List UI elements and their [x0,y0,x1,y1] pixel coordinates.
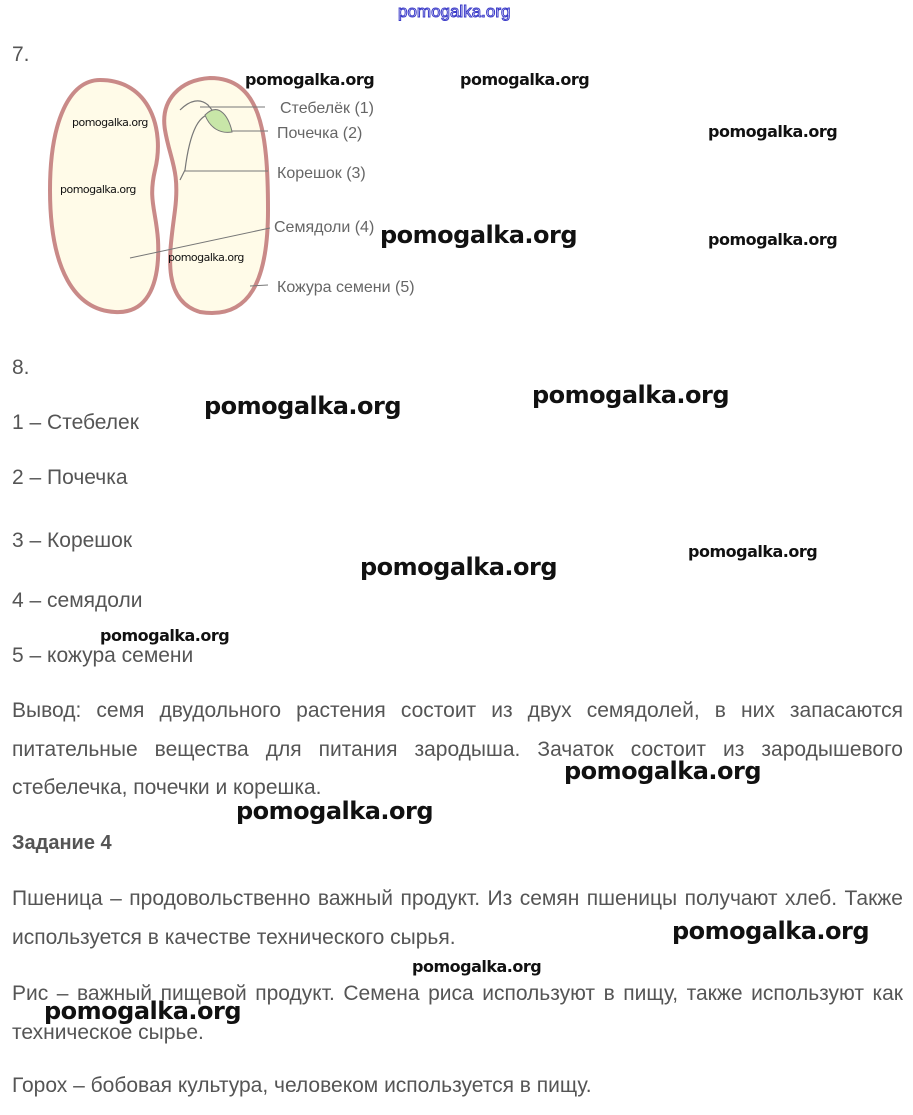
rice-paragraph: Рис – важный пищевой продукт. Семена риса используют в пищу, также используют как техническое сырье. [12,982,903,1044]
list-item: 3 – Корешок [12,529,133,552]
watermark: pomogalka.org [564,757,762,785]
task4-heading: Задание 4 [12,832,112,854]
wheat-paragraph: Пшеница – продовольственно важный продукт. Из семян пшеницы получают хлеб. Также используется в качестве технического сырья. [12,887,903,949]
watermark: pomogalka.org [672,917,870,945]
watermark: pomogalka.org [412,957,542,976]
conclusion-paragraph: Вывод: семя двудольного растения состоит из двух семядолей, в них запасаются питательные вещества для питания зародыша. Зачаток состоит из зародышевого стебелечка, почечки и корешка. [12,699,903,799]
task8-number: 8. [12,356,30,379]
label-seed-coat: Кожура семени (5) [277,279,415,296]
watermark: pomogalka.org [708,122,838,141]
label-cotyledons: Семядоли (4) [274,219,375,236]
label-stem: Стебелёк (1) [280,100,375,117]
watermark: pomogalka.org [380,221,578,249]
watermark: pomogalka.org [532,381,730,409]
watermark: pomogalka.org [708,230,838,249]
label-root: Корешок (3) [277,165,366,182]
watermark: pomogalka.org [72,116,148,129]
watermark: pomogalka.org [44,997,242,1025]
list-item: 5 – кожура семени [12,644,194,667]
watermark: pomogalka.org [100,626,230,645]
label-bud: Почечка (2) [277,125,363,142]
site-watermark-top[interactable]: pomogalka.org [398,2,511,21]
watermark: pomogalka.org [245,70,375,89]
watermark: pomogalka.org [360,553,558,581]
watermark: pomogalka.org [236,797,434,825]
watermark: pomogalka.org [688,542,818,561]
watermark: pomogalka.org [168,251,244,264]
list-item: 2 – Почечка [12,466,128,489]
left-cotyledon [50,80,158,312]
pea-paragraph: Горох – бобовая культура, человеком используется в пищу. [12,1074,592,1097]
watermark: pomogalka.org [204,392,402,420]
watermark: pomogalka.org [60,183,136,196]
watermark: pomogalka.org [460,70,590,89]
seed-diagram [40,70,460,325]
list-item: 1 – Стебелек [12,411,139,434]
list-item: 4 – семядоли [12,589,143,612]
task7-number: 7. [12,43,30,66]
